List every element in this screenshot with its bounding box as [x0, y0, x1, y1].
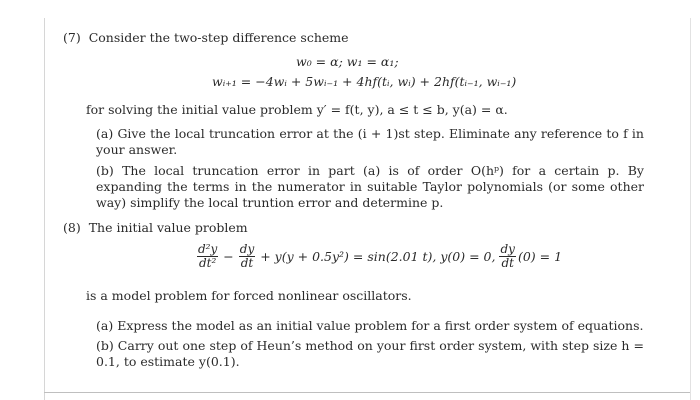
q8-equation-middle: + y(y + 0.5y²) = sin(2.01 t), y(0) = 0, — [260, 249, 496, 265]
q7-number: (7) — [63, 30, 81, 45]
q7-equation-initial: w₀ = α; w₁ = α₁; — [296, 54, 399, 69]
page-bottom-rule — [44, 392, 690, 393]
q7-part-b-text: The local truncation error in part (a) is of order O(hᵖ) for a certain p. By expanding the terms in the numerator in suitable Taylor polynomials (or some other way) simplify the local truntion error and determine p. — [96, 163, 644, 210]
q8-minus-sign: − — [223, 249, 234, 265]
q8-part-b-text: Carry out one step of Heun’s method on your first order system, with step size h = 0.1, to estimate y(0.1). — [96, 338, 644, 369]
q8-number: (8) — [63, 220, 81, 235]
q8-part-a-label: (a) — [96, 318, 114, 333]
q8-equation-end: (0) = 1 — [517, 249, 563, 265]
q8-second-derivative — [197, 243, 218, 270]
q7-heading — [63, 30, 349, 45]
q7-ivp-statement: for solving the initial value problem y′ = f(t, y), a ≤ t ≤ b, y(a) = α. — [86, 102, 508, 117]
q8-first-derivative — [239, 243, 255, 270]
q7-part-a-label: (a) — [96, 126, 114, 141]
page-left-edge — [44, 18, 45, 400]
q8-equation — [195, 243, 562, 270]
q8-frac1-denominator: dt² — [198, 256, 217, 271]
q7-part-b-label: (b) — [96, 163, 114, 178]
q8-frac2-numerator: dy — [239, 242, 255, 256]
page-right-edge — [690, 18, 691, 400]
q8-frac1-numerator: d²y — [198, 242, 218, 256]
q8-part-a — [96, 318, 643, 333]
q8-frac3-denominator: dt — [501, 256, 514, 271]
q8-model-statement: is a model problem for forced nonlinear oscillators. — [86, 288, 412, 303]
q8-frac3-numerator: dy — [500, 242, 515, 256]
q7-part-a-text: Give the local truncation error at the (i + 1)st step. Eliminate any reference to f in your answer. — [96, 126, 644, 157]
q8-frac2-denominator: dt — [240, 256, 254, 271]
q8-part-a-text: Express the model as an initial value problem for a first order system of equations. — [117, 318, 644, 333]
q8-intro: The initial value problem — [88, 220, 248, 235]
q7-part-b — [96, 163, 644, 211]
q7-part-a — [96, 126, 644, 158]
q7-intro: Consider the two-step difference scheme — [88, 30, 349, 45]
q8-heading — [63, 220, 248, 235]
q7-equation-scheme: wᵢ₊₁ = −4wᵢ + 5wᵢ₋₁ + 4hf(tᵢ, wᵢ) + 2hf(tᵢ₋₁, wᵢ₋₁) — [212, 74, 517, 89]
q8-initial-derivative — [499, 243, 515, 270]
q8-part-b-label: (b) — [96, 338, 114, 353]
q8-part-b — [96, 338, 644, 370]
